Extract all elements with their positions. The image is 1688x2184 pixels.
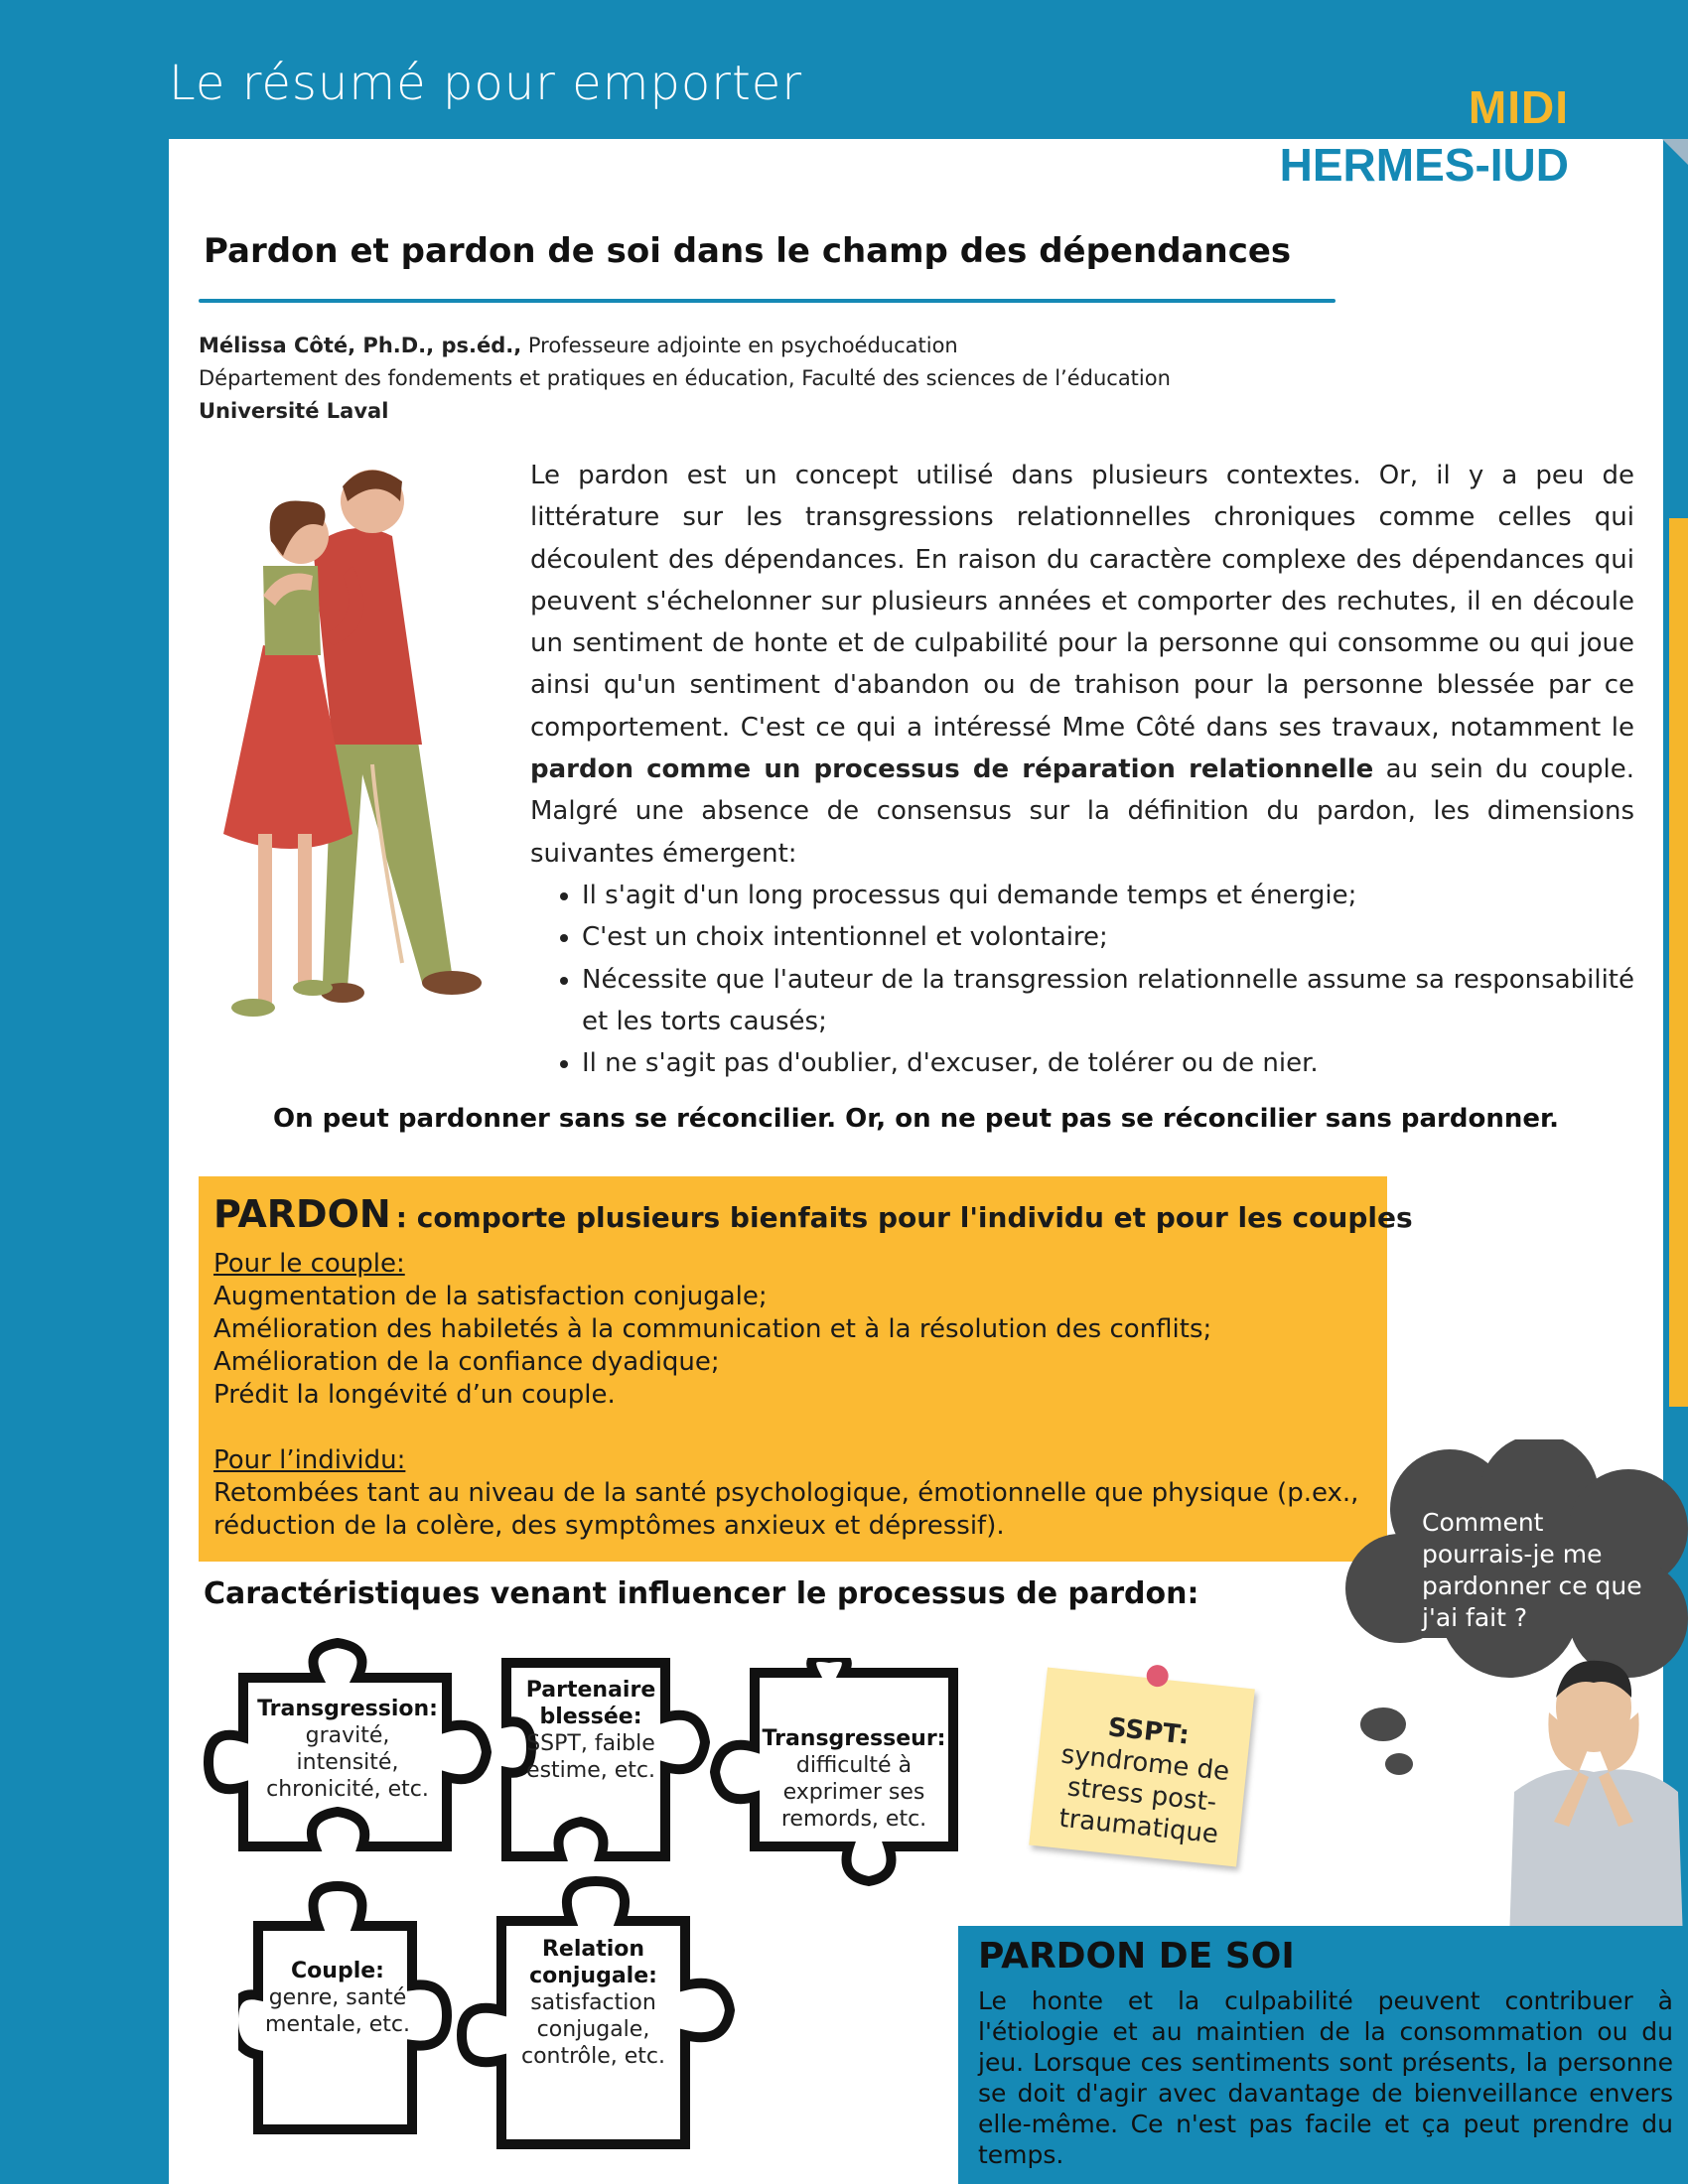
sspt-sticky-note	[1029, 1668, 1255, 1867]
piece-heading: Couple:	[291, 1959, 384, 1983]
university: Université Laval	[199, 399, 389, 423]
corner-fold	[1662, 139, 1688, 165]
puzzle-piece-couple	[238, 1876, 467, 2144]
couple-heading: Pour le couple:	[213, 1249, 405, 1279]
piece-text: gravité, intensité, chronicité, etc.	[266, 1723, 429, 1802]
intro-text-1: Le pardon est un concept utilisé dans plusieurs contextes. Or, il y a peu de littérature sur les transgressions relationnelles chroniques comme celles qui découlent des dépendances. En raison du caractère complexe des dépendances qui peuvent s'échelonner sur plusieurs années et comporter des rechutes, il en découle un sentiment de honte et de culpabilité pour la personne qui consomme ou qui joue ainsi qu'un sentiment d'abandon ou de trahison pour la personne blessée par ce comportement. C'est ce qui a intéressé Mme Côté dans ses travaux, notamment le	[530, 461, 1634, 743]
intro-text-2: au sein du couple. Malgré une absence de consensus sur la définition du pardon, les dimensions suivantes émergent:	[530, 754, 1635, 869]
list-item: Augmentation de la satisfaction conjugale;	[213, 1282, 768, 1311]
piece-heading: Transgresseur:	[762, 1726, 946, 1751]
thought-text: Comment pourrais-je me pardonner ce que j'ai fait ?	[1422, 1508, 1642, 1632]
author-block	[199, 330, 1171, 428]
distressed-man-illustration	[1494, 1653, 1688, 1941]
individu-heading: Pour l’individu:	[213, 1445, 406, 1475]
piece-text: difficulté à exprimer ses remords, etc.	[780, 1753, 927, 1832]
list-item: Amélioration de la confiance dyadique;	[213, 1347, 720, 1377]
puzzle-piece-partenaire	[492, 1643, 740, 1881]
soi-text: Le honte et la culpabilité peuvent contribuer à l'étiologie et au maintien de la consommation ou du jeu. Lorsque ces sentiments sont présents, la personne se doit d'agir avec davantage de bienveillance envers elle-même. Ce n'est pas facile et ça peut prendre du temps.	[978, 1986, 1673, 2169]
list-item: Amélioration des habiletés à la communication et à la résolution des conflits;	[213, 1314, 1212, 1344]
author-line	[199, 330, 1171, 362]
piece-heading: Relation conjugale:	[529, 1937, 657, 1988]
piece-text: genre, santé mentale, etc.	[265, 1985, 410, 2037]
brand-hermes: HERMES-IUD	[1279, 139, 1569, 191]
pardon-heading	[213, 1192, 1413, 1236]
soi-title: PARDON DE SOI	[978, 1936, 1295, 1977]
intro-paragraph	[530, 455, 1634, 1084]
sticky-bold: SSPT:	[1106, 1712, 1192, 1751]
thought-bubble-dot	[1385, 1753, 1413, 1775]
list-item: • Nécessite que l'auteur de la transgression relationnelle assume sa responsabilité et les torts causés;	[582, 959, 1634, 1043]
list-item: • Il ne s'agit pas d'oublier, d'excuser, de tolérer ou de nier.	[582, 1042, 1634, 1084]
department: Département des fondements et pratiques en éducation, Faculté des sciences de l’éducation	[199, 366, 1171, 390]
piece-text: SSPT, faible estime, etc.	[526, 1731, 655, 1783]
piece-text: satisfaction conjugale, contrôle, etc.	[520, 1990, 666, 2069]
individu-text: Retombées tant au niveau de la santé psychologique, émotionnelle que physique (p.ex., réduction de la colère, des symptômes anxieux et dépressif).	[213, 1478, 1359, 1541]
piece-heading: Partenaire blessée:	[525, 1678, 656, 1729]
pardon-subtitle: : comporte plusieurs bienfaits pour l'individu et pour les couples	[395, 1201, 1413, 1234]
puzzle-piece-relation	[447, 1876, 765, 2164]
list-item: • C'est un choix intentionnel et volontaire;	[582, 916, 1634, 958]
title-divider	[199, 299, 1336, 303]
author-role: Professeure adjointe en psychoéducation	[527, 334, 958, 357]
pardon-body	[213, 1248, 1387, 1543]
header-title: Le résumé pour emporter	[169, 56, 803, 111]
hugging-couple-illustration	[204, 447, 526, 1052]
brand-logo	[1279, 81, 1569, 191]
document-title: Pardon et pardon de soi dans le champ des dépendances	[204, 231, 1292, 271]
brand-midi: MIDI	[1468, 81, 1569, 133]
thought-cloud	[1340, 1439, 1688, 1688]
pardon-title: PARDON	[213, 1192, 391, 1236]
pardon-de-soi-box	[958, 1926, 1688, 2184]
author-name: Mélissa Côté, Ph.D., ps.éd.,	[199, 334, 522, 357]
puzzle-piece-transgression	[204, 1628, 501, 1866]
piece-heading: Transgression:	[257, 1697, 438, 1721]
list-item: Prédit la longévité d’un couple.	[213, 1380, 616, 1410]
thought-bubble-dot	[1360, 1707, 1406, 1741]
sticky-text: syndrome de stress post-traumatique	[1057, 1739, 1231, 1850]
intro-bold: pardon comme un processus de réparation relationnelle	[530, 754, 1374, 785]
dimensions-list	[530, 875, 1634, 1084]
side-accent-strip	[1669, 518, 1688, 1407]
characteristics-title: Caractéristiques venant influencer le processus de pardon:	[204, 1576, 1199, 1611]
list-item: • Il s'agit d'un long processus qui demande temps et énergie;	[582, 875, 1634, 916]
pardon-benefits-box	[199, 1176, 1413, 1562]
key-quote: On peut pardonner sans se réconcilier. Or, on ne peut pas se réconcilier sans pardonner.	[273, 1104, 1559, 1134]
